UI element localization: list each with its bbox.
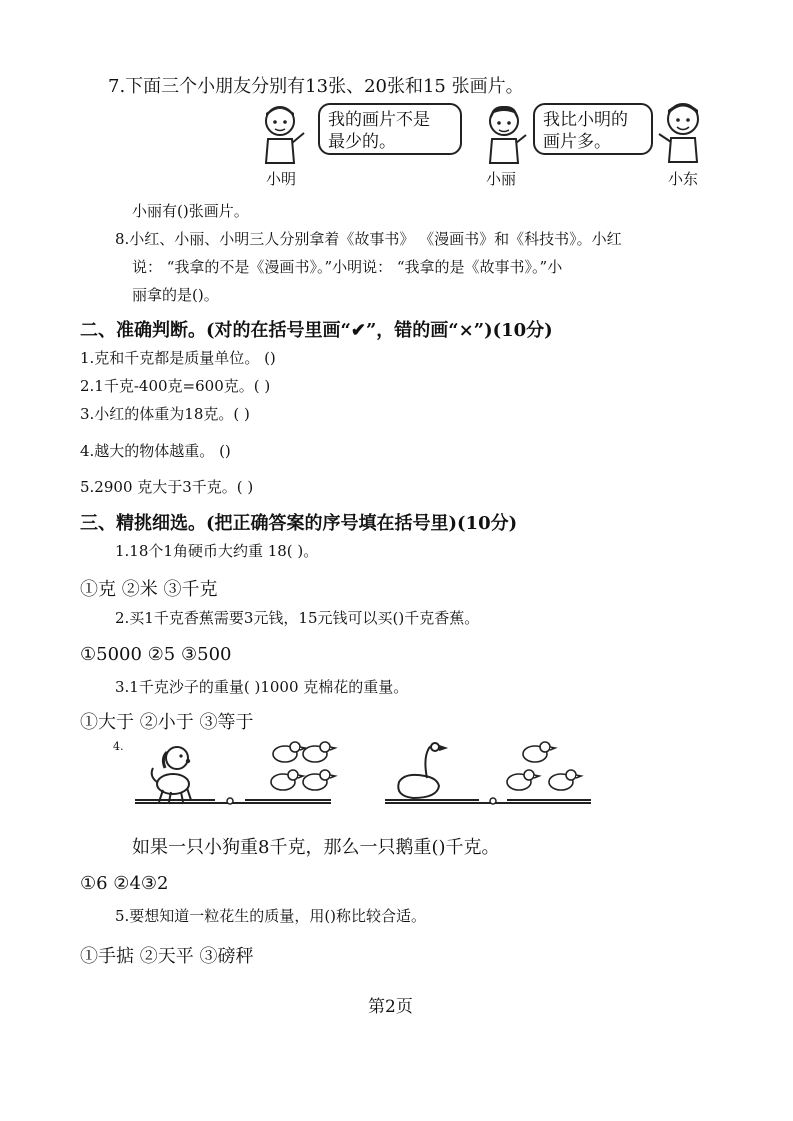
boy-xiaodong-icon — [655, 100, 707, 164]
section2-heading: 二、准确判断。(对的在括号里画“✔”，错的画“×”)(10分) — [80, 320, 553, 341]
section3-heading: 三、精挑细选。(把正确答案的序号填在括号里)(10分) — [80, 513, 518, 534]
name-xiaoli: 小丽 — [486, 170, 517, 188]
judge-item-4: 4.越大的物体越重。 () — [80, 442, 231, 460]
boy-xiaoming-icon — [258, 103, 308, 165]
scale-right-icon — [385, 738, 595, 808]
q8-line3: 丽拿的是()。 — [132, 286, 219, 304]
judge-item-5: 5.2900 克大于3千克。( ) — [80, 478, 254, 496]
bubble1-line2: 最少的。 — [328, 132, 396, 152]
girl-xiaoli-icon — [480, 103, 530, 165]
choice-q3-text: 3.1千克沙子的重量( )1000 克棉花的重量。 — [115, 678, 409, 696]
name-xiaodong: 小东 — [668, 170, 699, 188]
bubble2-line1: 我比小明的 — [543, 110, 628, 130]
scale-left-icon — [135, 738, 335, 808]
choice-q5-options: ①手掂 ②天平 ③磅秤 — [80, 946, 254, 967]
judge-item-1: 1.克和千克都是质量单位。 () — [80, 349, 276, 367]
chicks-icon — [507, 742, 581, 790]
q7-title: 7.下面三个小朋友分别有13张、20张和15 张画片。 — [108, 76, 524, 97]
choice-q2-text: 2.买1千克香蕉需要3元钱，15元钱可以买()千克香蕉。 — [115, 609, 480, 627]
q8-line1: 8.小红、小丽、小明三人分别拿着《故事书》 《漫画书》和《科技书》。小红 — [115, 230, 622, 248]
choice-q3-options: ①大于 ②小于 ③等于 — [80, 712, 254, 733]
xiaoming-speech-bubble — [318, 103, 462, 155]
choice-q4-label: 4. — [113, 740, 124, 753]
bubble2-line2: 画片多。 — [543, 132, 611, 152]
q7-answer: 小丽有()张画片。 — [132, 202, 249, 220]
judge-item-2: 2.1千克-400克=600克。( ) — [80, 377, 271, 395]
goose-icon — [398, 743, 445, 798]
q8-line2: 说： “我拿的不是《漫画书》。”小明说： “我拿的是《故事书》。”小 — [132, 258, 563, 276]
chicks-icon — [271, 742, 335, 790]
choice-q1-options: ①克 ②米 ③千克 — [80, 579, 218, 600]
choice-q4-options: ①6 ②4③2 — [80, 873, 169, 894]
choice-q2-options: ①5000 ②5 ③500 — [80, 644, 232, 665]
bubble1-line1: 我的画片不是 — [328, 110, 430, 130]
choice-q1-text: 1.18个1角硬币大约重 18( )。 — [115, 542, 319, 560]
name-xiaoming: 小明 — [266, 170, 297, 188]
choice-q4-text: 如果一只小狗重8千克，那么一只鹅重()千克。 — [132, 837, 500, 858]
page-number: 第2页 — [368, 997, 413, 1017]
judge-item-3: 3.小红的体重为18克。( ) — [80, 405, 250, 423]
xiaoli-speech-bubble — [533, 103, 653, 155]
choice-q5-text: 5.要想知道一粒花生的质量，用()称比较合适。 — [115, 907, 427, 925]
dog-icon — [152, 747, 191, 802]
